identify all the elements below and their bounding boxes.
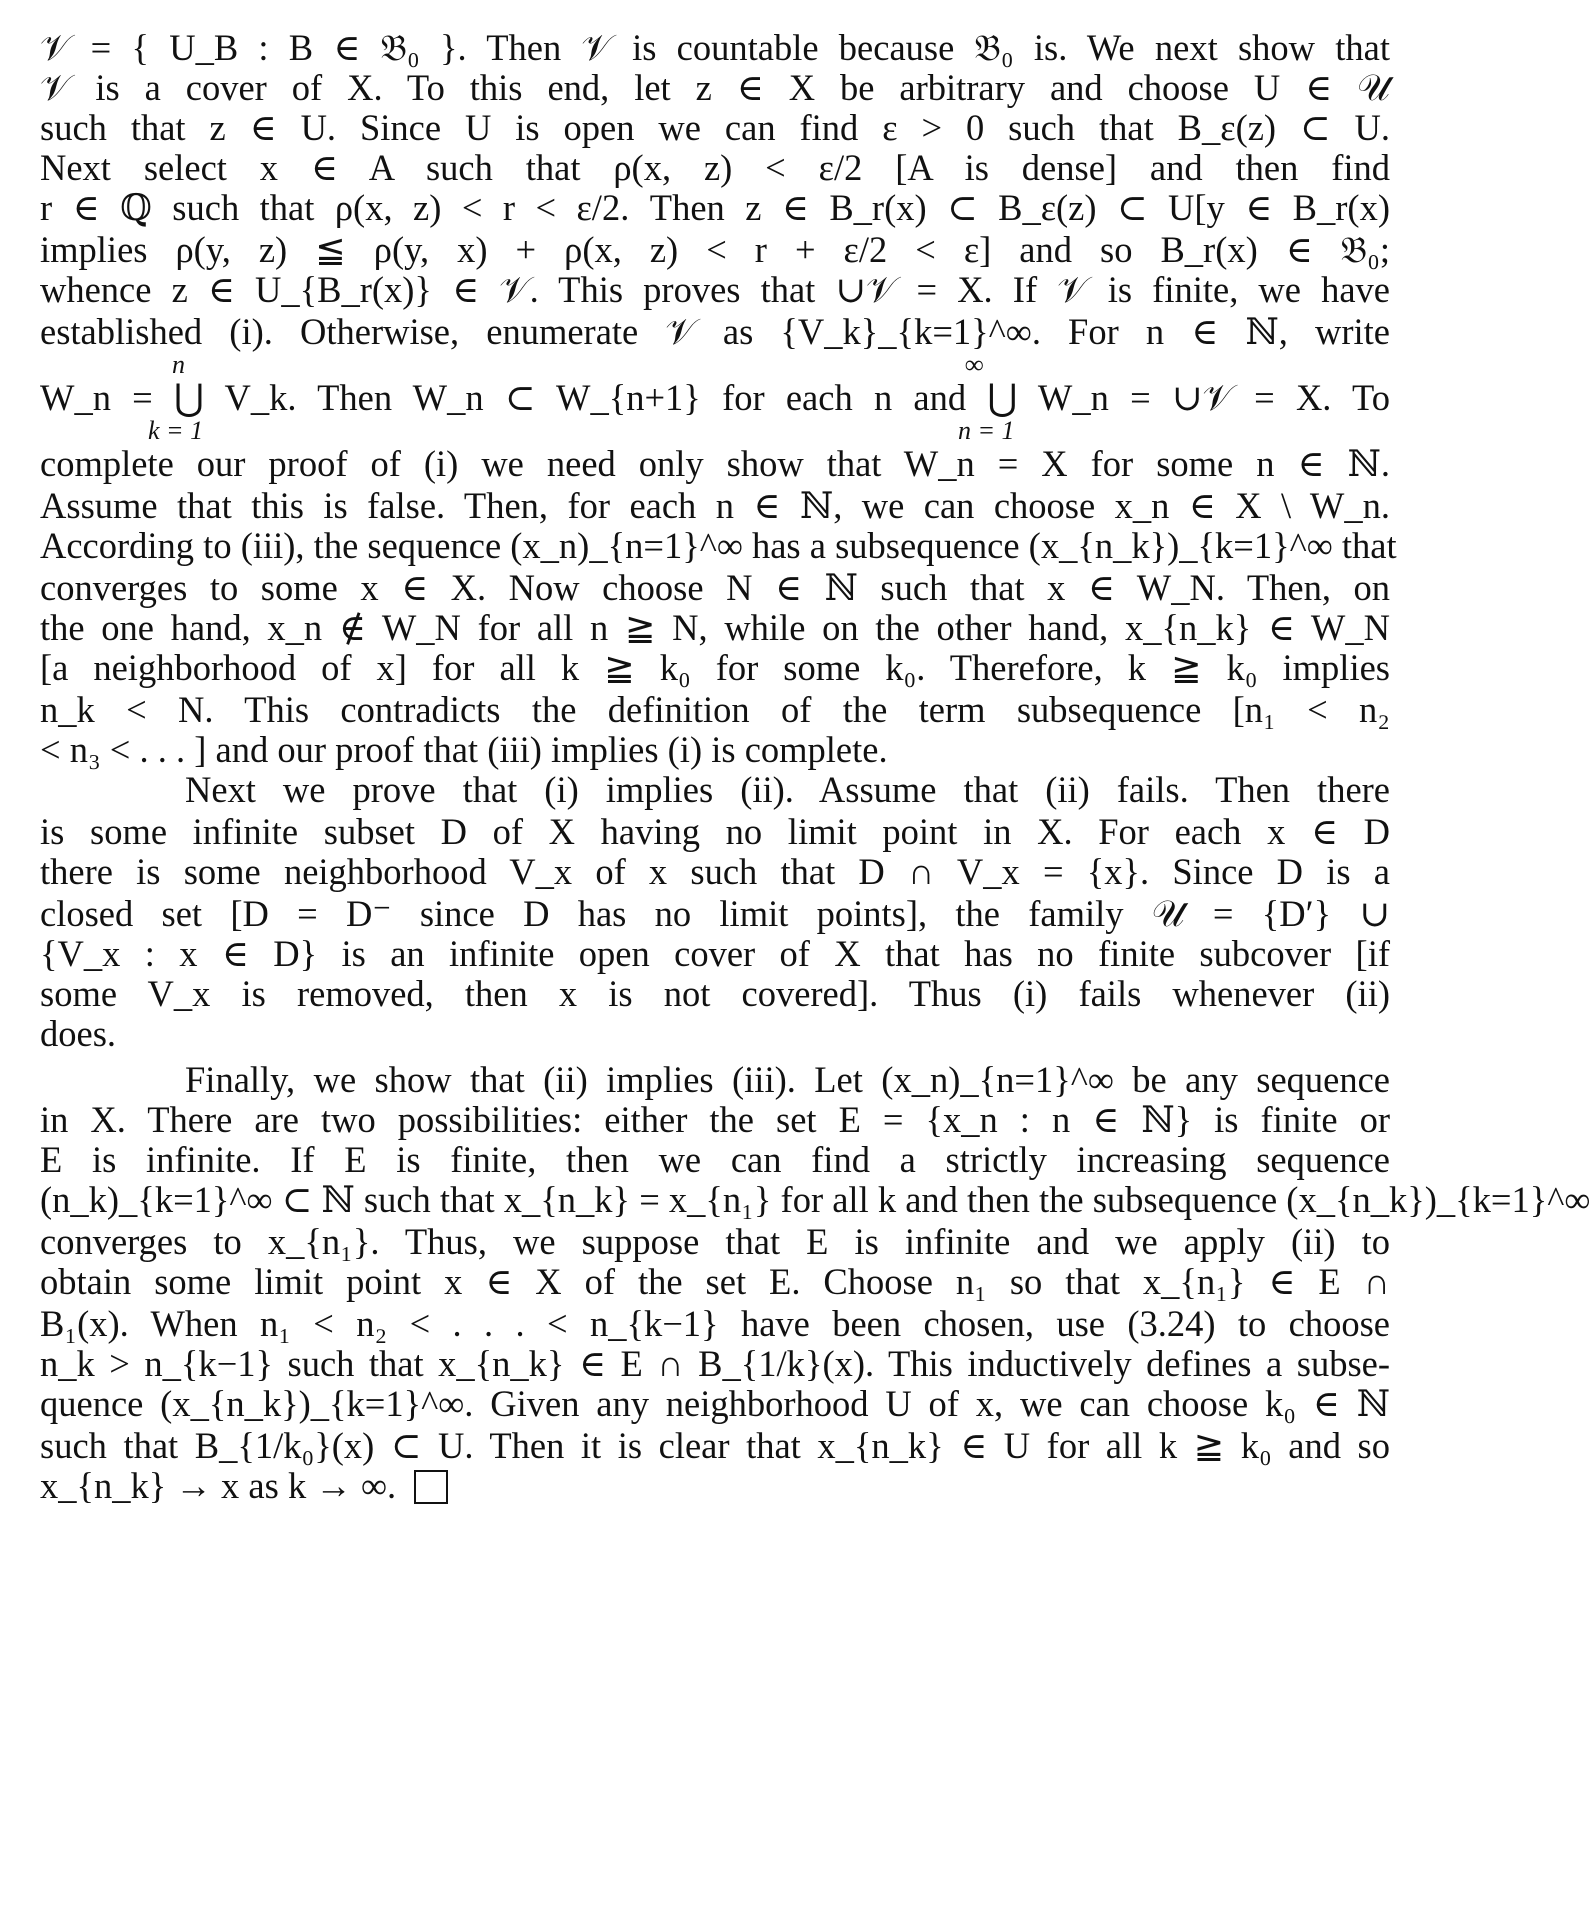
text-line-19: is some infinite subset D of X having no limit point in X. For each x ∈ D xyxy=(40,811,1390,852)
text-line-10: complete our proof of (i) we need only show that W_n = X for some n ∈ ℕ. xyxy=(40,443,1390,484)
union-lower-limit-left: k = 1 xyxy=(148,416,204,445)
union-lower-limit-right: n = 1 xyxy=(958,416,1015,445)
text-line-12: According to (iii), the sequence (x_n)_{n=1}^∞ has a subsequence (x_{n_k})_{k=1}^∞ that xyxy=(40,525,1397,566)
text-line-11: Assume that this is false. Then, for each n ∈ ℕ, we can choose x_n ∈ X \ W_n. xyxy=(40,485,1390,526)
union-upper-limit-right: ∞ xyxy=(965,350,984,379)
text-line-26: in X. There are two possibilities: either the set E = {x_n : n ∈ ℕ} is finite or xyxy=(40,1099,1390,1140)
text-line-16: n_k < N. This contradicts the definition of the term subsequence [n₁ < n₂ xyxy=(40,689,1390,730)
text-line-06: implies ρ(y, z) ≦ ρ(y, x) + ρ(x, z) < r + ε/2 < ε] and so B_r(x) ∈ 𝔅₀; xyxy=(40,229,1390,270)
text-line-05: r ∈ ℚ such that ρ(x, z) < r < ε/2. Then z ∈ B_r(x) ⊂ B_ε(z) ⊂ U[y ∈ B_r(x) xyxy=(40,187,1390,228)
text-line-14: the one hand, x_n ∉ W_N for all n ≧ N, while on the other hand, x_{n_k} ∈ W_N xyxy=(40,607,1390,648)
text-line-07: whence z ∈ U_{B_r(x)} ∈ 𝒱. This proves that ∪𝒱 = X. If 𝒱 is finite, we have xyxy=(40,269,1390,310)
text-line-27: E is infinite. If E is finite, then we can find a strictly increasing sequence xyxy=(40,1139,1390,1180)
paragraph-3-line-1: Finally, we show that (ii) implies (iii). Let (x_n)_{n=1}^∞ be any sequence xyxy=(185,1059,1390,1100)
text-line-02: 𝒱 is a cover of X. To this end, let z ∈ X be arbitrary and choose U ∈ 𝒰 xyxy=(40,67,1390,108)
text-line-08: established (i). Otherwise, enumerate 𝒱 as {V_k}_{k=1}^∞. For n ∈ ℕ, write xyxy=(40,311,1390,352)
text-line-13: converges to some x ∈ X. Now choose N ∈ ℕ such that x ∈ W_N. Then, on xyxy=(40,567,1390,608)
text-line-24: does. xyxy=(40,1013,117,1054)
text-line-32: n_k > n_{k−1} such that x_{n_k} ∈ E ∩ B_{1/k}(x). This inductively defines a subse- xyxy=(40,1343,1390,1384)
text-line-20: there is some neighborhood V_x of x such that D ∩ V_x = {x}. Since D is a xyxy=(40,851,1390,892)
text-line-15: [a neighborhood of x] for all k ≧ k₀ for some k₀. Therefore, k ≧ k₀ implies xyxy=(40,647,1390,688)
text-line-03: such that z ∈ U. Since U is open we can find ε > 0 such that B_ε(z) ⊂ U. xyxy=(40,107,1390,148)
text-line-33: quence (x_{n_k})_{k=1}^∞. Given any neighborhood U of x, we can choose k₀ ∈ ℕ xyxy=(40,1383,1390,1424)
text-line-34: such that B_{1/k₀}(x) ⊂ U. Then it is clear that x_{n_k} ∈ U for all k ≧ k₀ and so xyxy=(40,1425,1390,1466)
text-line-21: closed set [D = D⁻ since D has no limit points], the family 𝒰 = {D′} ∪ xyxy=(40,893,1390,934)
text-line-17: < n₃ < . . . ] and our proof that (iii) implies (i) is complete. xyxy=(40,729,888,770)
text-line-29: converges to x_{n₁}. Thus, we suppose that E is infinite and we apply (ii) to xyxy=(40,1221,1390,1262)
union-upper-limit-left: n xyxy=(172,350,185,379)
text-line-30: obtain some limit point x ∈ X of the set E. Choose n₁ so that x_{n₁} ∈ E ∩ xyxy=(40,1261,1390,1302)
paragraph-2-line-1: Next we prove that (i) implies (ii). Assume that (ii) fails. Then there xyxy=(185,769,1390,810)
text-line-28: (n_k)_{k=1}^∞ ⊂ ℕ such that x_{n_k} = x_{n₁} for all k and then the subsequence (x_{n_k})_{k=1}^∞ xyxy=(40,1179,1590,1220)
qed-square-icon xyxy=(414,1470,448,1504)
text-line-09: W_n = ⋃ V_k. Then W_n ⊂ W_{n+1} for each n and ⋃ W_n = ∪𝒱 = X. To xyxy=(40,377,1390,418)
text-line-23: some V_x is removed, then x is not covered]. Thus (i) fails whenever (ii) xyxy=(40,973,1390,1014)
text-line-35 xyxy=(40,1464,1390,1508)
text-line-01: 𝒱 = { U_B : B ∈ 𝔅₀ }. Then 𝒱 is countable because 𝔅₀ is. We next show that xyxy=(40,27,1390,68)
last-line-text: x_{n_k} → x as k → ∞. xyxy=(40,1465,397,1506)
text-line-04: Next select x ∈ A such that ρ(x, z) < ε/2 [A is dense] and then find xyxy=(40,147,1390,188)
text-line-31: B₁(x). When n₁ < n₂ < . . . < n_{k−1} have been chosen, use (3.24) to choose xyxy=(40,1303,1390,1344)
text-line-22: {V_x : x ∈ D} is an infinite open cover of X that has no finite subcover [if xyxy=(40,933,1390,974)
